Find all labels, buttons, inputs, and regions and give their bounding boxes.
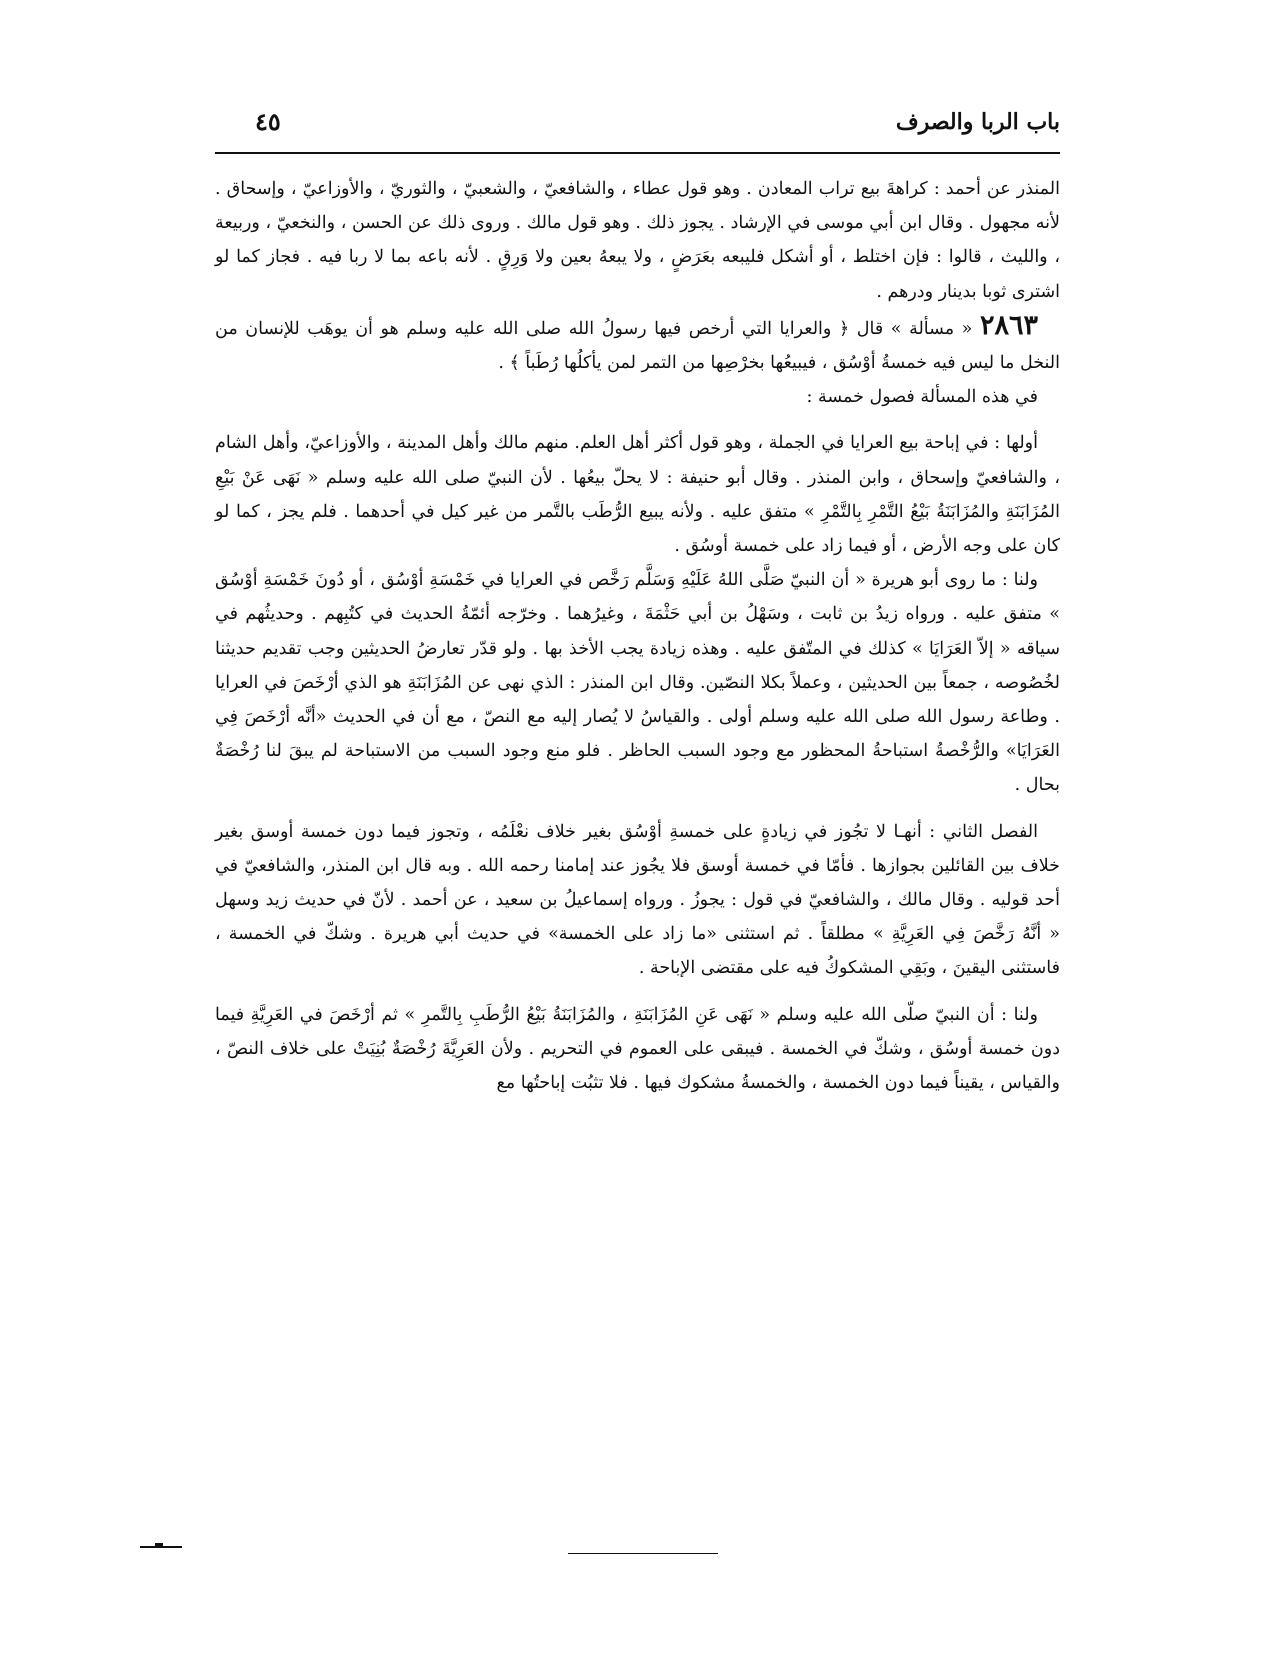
paragraph-first-section: أولها : في إباحة بيع العرايا في الجملة ، وهو قول أكثر أهل العلم. منهم مالك وأهل المدينة ، والأوزاعيّ، وأهل الشام ، والشافعيّ وإسحاق ، وابن المنذر . وقال أبو حنيفة : لا يحلّ بيعُها . لأن النبيّ صلى الله عليه وسلم « نَهَى عَنْ بَيْعِ المُزَابَنَةِ والمُزَابَنَةُ بَيْعُ التَّمْرِ بِالتَّمْرِ » متفق عليه . ولأنه يبيع الرُّطَب بالتَّمر من غير كيل في أحدهما . فلم يجز ، كما لو كان على وجه الأرض ، أو فيما زاد على خمسة أوسُق . (215, 433, 1060, 557)
paragraph-issue (215, 309, 1060, 380)
header-divider (215, 152, 1060, 154)
paragraph-counter-evidence: ولنا : أن النبيّ صلّى الله عليه وسلم « نَهَى عَنِ المُزَابَنَةِ ، والمُزَابَنَةُ بَيْعُ الرُّطَبِ بِالتَّمرِ » ثم أرْخَصَ في العَرِيَّةِ فيما دون خمسة أوسُق ، وشكّ في الخمسة . فيبقى على العموم في التحريم . ولأن العَرِيَّةَ رُخْصَةٌ بُنِيَتْ على خلاف النصّ ، والقياس ، يقيناً فيما دون الخمسة ، والخمسةُ مشكوك فيها . فلا تثبُت إباحتُها مع (215, 1004, 1060, 1094)
page-title: باب الربا والصرف (895, 109, 1060, 135)
paragraph-evidence: ولنا : ما روى أبو هريرة « أن النبيّ صَلَّى اللهُ عَلَيْهِ وَسَلَّم رَخَّص في العرايا في خَمْسَةِ أوْسُق ، أو دُونَ خَمْسَةِ أوْسُق » متفق عليه . ورواه زيدُ بن ثابت ، وسَهْلُ بن أبي حَثْمَةَ ، وغيرُهما . وخرّجه أئمّةُ الحديث في كتُبِهم . وحديثُهم في سياقه « إلاّ العَرَايَا » كذلك في المتّفق عليه . وهذه زيادة يجب الأخذ بها . ولو قدّر تعارضُ الحديثين وجب تقديم حديثنا لخُصُوصه ، جمعاً بين الحديثين ، وعملاً بكلا النصّين. وقال ابن المنذر : الذي نهى عن المُزَابَنَةِ هو الذي أرْخَصَ في العرايا . وطاعة رسول الله صلى الله عليه وسلم أولى . والقياسُ لا يُصار إليه مع النصّ ، مع أن في الحديث «أنَّه أرْخَصَ فِي العَرَايَا» والرُّخْصةُ استباحةُ المحظور مع وجود السبب الحاظر . فلو منع وجود السبب من الاستباحة لم يبقَ لنا رُخْصَةٌ بحال . (215, 570, 1060, 796)
page-number: ٤٥ (255, 107, 281, 136)
paragraph-continuation: المنذر عن أحمد : كراهةَ بيع تراب المعادن . وهو قول عطاء ، والشافعيّ ، والشعبيّ ، والثوريّ ، والأوزاعيّ ، وإسحاق . لأنه مجهول . وقال ابن أبي موسى في الإرشاد . يجوز ذلك . وهو قول مالك . وروى ذلك عن الحسن ، والنخعيّ ، وربيعة ، والليث ، قالوا : فإن اختلط ، أو أشكل فليبعه بعَرَضٍ ، ولا يبعهُ بعين ولا وَرِقٍ . لأنه باعه بما لا ربا فيه . فجاز كما لو اشترى ثوبا بدينار ودرهم . (215, 179, 1060, 302)
body-text (215, 172, 1060, 1100)
paragraph-second-section: الفصل الثاني : أنهـا لا تجُوز في زيادةٍ على خمسةِ أوْسُق بغير خلاف نعْلَمُه ، وتجوز فيما دون خمسة أوسق بغير خلاف بين القائلين بجوازها . فأمّا في خمسة أوسق فلا يجُوز عند إمامنا رحمه الله . وبه قال ابن المنذر، والشافعيّ في أحد قوليه . وقال مالك ، والشافعيّ في قول : يجوزُ . ورواه إسماعيلُ بن سعيد ، عن أحمد . لأنّ في حديث زيد وسهل « أنَّهُ رَخَّصَ فِي العَرِيَّةِ » مطلقاً . ثم استثنى «ما زاد على الخمسة» في حديث أبي هريرة . وشكّ في الخمسة ، فاستثنى اليقينَ ، وبَقِي المشكوكُ فيه على مقتضى الإباحة . (215, 821, 1060, 979)
footer-rule (568, 1553, 718, 1554)
page-header (215, 103, 1060, 147)
issue-number: ٢٨٦٣ (979, 309, 1038, 341)
footer-mark (140, 1546, 182, 1548)
paragraph-sections-intro: في هذه المسألة فصول خمسة : (806, 387, 1038, 408)
issue-text: « مسألة » قال ﴿ والعرايا التي أرخص فيها رسولُ الله صلى الله عليه وسلم هو أن يوهَب للإنسان من النخل ما ليس فيه خمسةُ أوْسُق ، فيبيعُها بخرْصِها من التمر لمن يأكلُها رُطَباً ﴾ . (215, 318, 1060, 374)
